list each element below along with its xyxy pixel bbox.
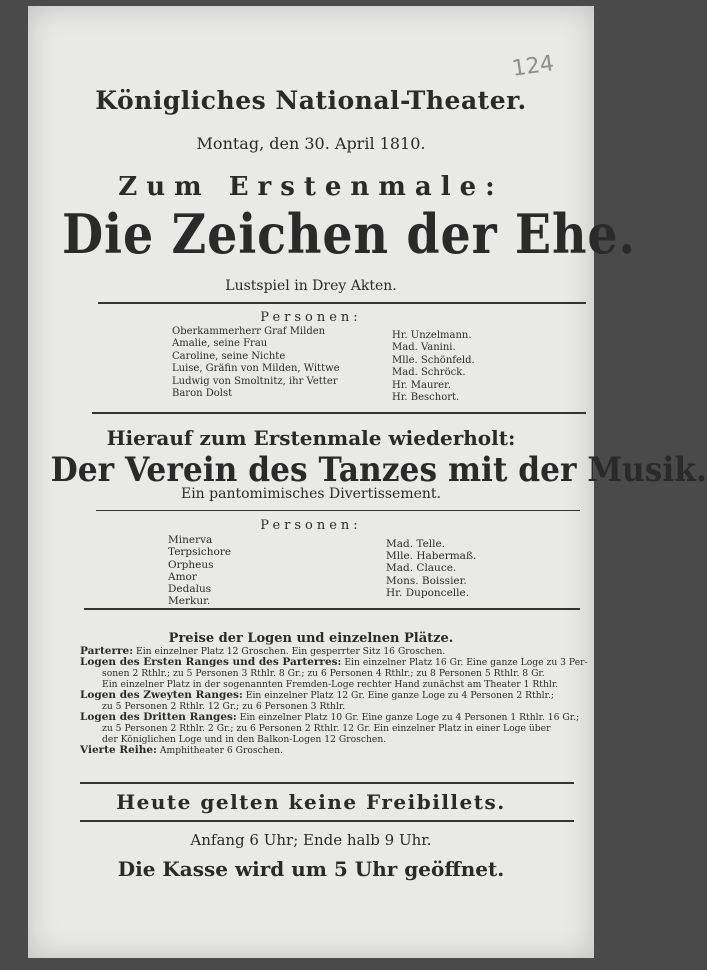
actor: Hr. Maurer. [392, 379, 451, 391]
divider [96, 510, 580, 511]
actor: Mad. Schröck. [392, 367, 466, 379]
free-ticket-notice: Heute gelten keine Freibillets. [116, 790, 506, 814]
actor: Mad. Telle. [386, 538, 446, 550]
first-cast-roles [172, 326, 340, 400]
first-play-genre: Lustspiel in Drey Akten. [225, 278, 397, 294]
actor: Mad. Clauce. [386, 562, 457, 575]
price-line: sonen 2 Rthlr.; zu 5 Personen 3 Rthlr. 8 Gr.; zu 6 Personen 4 Rthlr.; zu 8 Personen 5 Rthlr. 8 Gr. [102, 668, 545, 679]
divider [84, 608, 580, 610]
role: Ludwig von Smoltnitz, ihr Vetter [172, 375, 338, 387]
price-line: Logen des Ersten Ranges und des Parterres: Ein einzelner Platz 16 Gr. Eine ganze Loge zu 3 Per- [80, 656, 588, 668]
second-cast-roles [168, 534, 231, 608]
first-cast-actors [392, 330, 475, 404]
divider [92, 412, 586, 414]
role: Oberkammerherr Graf Milden [172, 326, 326, 337]
actor: Mons. Boissier. [386, 574, 467, 587]
role: Amor [168, 570, 197, 583]
price-line: Logen des Dritten Ranges: Ein einzelner Platz 10 Gr. Eine ganze Loge zu 4 Personen 1 Rthlr. 16 Gr.; [80, 711, 580, 723]
role: Terpsichore [168, 546, 232, 559]
price-line: Vierte Reihe: Amphitheater 6 Groschen. [80, 744, 283, 756]
price-line: Ein einzelner Platz in der sogenannten Fremden-Loge rechter Hand zunächst am Theater 1 Rthlr. [102, 679, 559, 690]
second-persons-heading: Personen: [260, 518, 362, 533]
role: Merkur. [168, 595, 211, 608]
prices-heading: Preise der Logen und einzelnen Plätze. [168, 631, 454, 646]
role: Orpheus [168, 558, 214, 571]
first-play-intro: Zum Erstenmale: [118, 172, 504, 202]
price-line: Parterre: Ein einzelner Platz 12 Groschen. Ein gesperrter Sitz 16 Groschen. [80, 645, 446, 657]
first-persons-heading: Personen: [260, 310, 362, 325]
archive-number: 124 [510, 51, 556, 82]
second-play-title: Der Verein des Tanzes mit der Musik. [50, 450, 707, 490]
role: Minerva [168, 534, 213, 546]
actor: Hr. Duponcelle. [386, 586, 470, 599]
divider [98, 302, 586, 304]
price-line: zu 5 Personen 2 Rthlr. 2 Gr.; zu 6 Personen 2 Rthlr. 12 Gr. Ein einzelner Platz in einer Loge über [102, 723, 551, 734]
performance-date: Montag, den 30. April 1810. [196, 134, 426, 153]
divider [80, 820, 574, 822]
actor: Mad. Vanini. [392, 342, 456, 354]
role: Caroline, seine Nichte [172, 350, 286, 362]
price-line: Logen des Zweyten Ranges: Ein einzelner Platz 12 Gr. Eine ganze Loge zu 4 Personen 2 Rthlr.; [80, 689, 554, 701]
actor: Hr. Unzelmann. [392, 330, 472, 341]
playbill-sheet [28, 6, 707, 958]
second-cast-actors [386, 538, 476, 599]
first-play-title: Die Zeichen der Ehe. [61, 202, 636, 266]
second-play-intro: Hierauf zum Erstenmale wiederholt: [106, 426, 516, 450]
role: Dedalus [168, 583, 212, 596]
role: Amalie, seine Frau [172, 338, 268, 350]
price-line: zu 5 Personen 2 Rthlr. 12 Gr.; zu 6 Personen 3 Rthlr. [102, 701, 346, 712]
price-line: der Königlichen Loge und in den Balkon-Logen 12 Groschen. [102, 734, 387, 745]
role: Luise, Gräfin von Milden, Wittwe [172, 363, 340, 375]
second-play-genre: Ein pantomimisches Divertissement. [180, 486, 441, 502]
actor: Mlle. Schönfeld. [392, 354, 475, 366]
actor: Mlle. Habermaß. [386, 550, 477, 563]
role: Baron Dolst [172, 388, 233, 400]
theatre-name: Königliches National-Theater. [95, 86, 527, 115]
divider [80, 782, 574, 784]
price-list [80, 646, 590, 756]
box-office-notice: Die Kasse wird um 5 Uhr geöffnet. [117, 857, 505, 881]
performance-times: Anfang 6 Uhr; Ende halb 9 Uhr. [190, 831, 432, 849]
actor: Hr. Beschort. [392, 392, 460, 404]
